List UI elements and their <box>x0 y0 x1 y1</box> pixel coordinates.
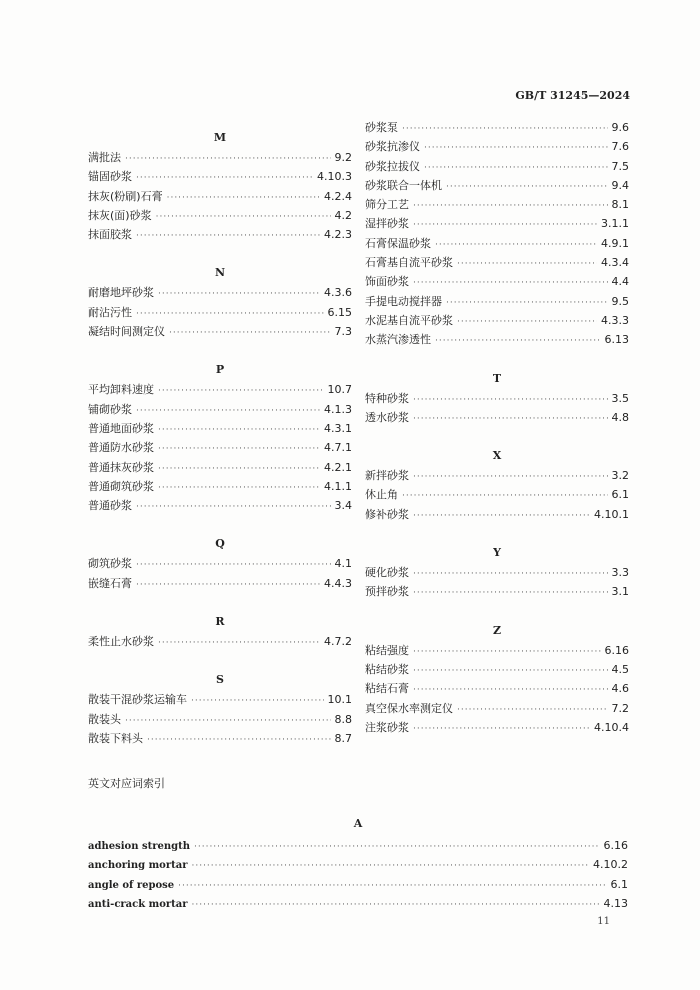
index-term: 新拌砂浆 <box>365 469 409 483</box>
index-entry <box>88 400 352 419</box>
clause-number: 4.3.3 <box>601 313 629 327</box>
dot-leader <box>125 150 331 169</box>
index-term: 注浆砂浆 <box>365 720 409 734</box>
dot-leader <box>413 391 608 410</box>
section-letter: N <box>214 266 226 280</box>
dot-leader <box>457 701 608 720</box>
index-term: 筛分工艺 <box>365 198 409 212</box>
index-entry <box>365 505 629 524</box>
clause-number: 9.2 <box>334 151 352 164</box>
index-entry <box>365 641 629 660</box>
section-letter: Q <box>215 537 225 551</box>
page-number: 11 <box>597 916 610 927</box>
clause-number: 10.7 <box>327 383 352 397</box>
clause-number: 4.8 <box>611 410 629 424</box>
clause-number: 4.9.1 <box>601 236 629 250</box>
section-letter: M <box>213 131 227 144</box>
index-entry <box>365 137 629 156</box>
clause-number: 6.16 <box>603 839 628 852</box>
dot-leader <box>194 838 600 857</box>
clause-number: 6.13 <box>604 333 629 347</box>
index-term: 抹灰(面)砂浆 <box>88 208 152 222</box>
index-term: 砂浆联合一体机 <box>365 178 442 192</box>
dot-leader <box>158 440 320 459</box>
index-entry <box>88 167 352 186</box>
index-term: 修补砂浆 <box>365 507 409 521</box>
index-term: 砌筑砂浆 <box>88 557 132 571</box>
index-term: 手提电动搅拌器 <box>365 294 442 308</box>
index-entry <box>365 660 629 679</box>
dot-leader <box>158 479 320 498</box>
dot-leader <box>191 857 589 876</box>
dot-leader <box>413 565 608 584</box>
index-term: anti-crack mortar <box>88 898 188 910</box>
index-term: 散装下料头 <box>88 731 143 745</box>
index-term: 散装头 <box>88 712 121 726</box>
index-entry <box>365 563 629 582</box>
index-entry <box>365 253 629 272</box>
index-term: 石膏基自流平砂浆 <box>365 256 453 270</box>
index-term: 抹灰(粉刷)石膏 <box>88 189 163 203</box>
clause-number: 7.2 <box>611 701 629 715</box>
index-term: 铺砌砂浆 <box>88 402 132 416</box>
index-entry <box>88 894 628 913</box>
left-index-column <box>88 128 352 748</box>
index-term: 耐磨地坪砂浆 <box>88 286 154 300</box>
clause-number: 9.6 <box>611 121 629 134</box>
dot-leader <box>136 402 320 421</box>
dot-leader <box>413 720 590 739</box>
section-gap <box>88 515 352 534</box>
dot-leader <box>158 285 320 304</box>
clause-number: 4.3.1 <box>324 421 352 435</box>
section-letter: Y <box>493 546 501 560</box>
dot-leader <box>158 460 320 479</box>
dot-leader <box>156 208 331 227</box>
index-entry <box>365 699 629 718</box>
index-entry <box>88 419 352 438</box>
section-letter: X <box>492 449 502 463</box>
index-term: 水蒸汽渗透性 <box>365 333 431 347</box>
dot-leader <box>413 216 597 235</box>
dot-leader <box>136 498 331 517</box>
index-entry <box>365 157 629 176</box>
index-entry <box>88 303 352 322</box>
dot-leader <box>402 487 608 506</box>
section-gap <box>365 524 629 543</box>
clause-number: 3.5 <box>611 391 629 405</box>
section-letter: Z <box>492 623 502 637</box>
index-entry <box>88 148 352 167</box>
standard-code: GB/T 31245—2024 <box>515 89 630 102</box>
index-term: 休止角 <box>365 488 398 502</box>
index-entry <box>88 477 352 496</box>
index-term: 普通抹灰砂浆 <box>88 460 154 474</box>
clause-number: 4.1.1 <box>324 479 352 493</box>
clause-number: 4.1.3 <box>324 402 352 416</box>
section-gap <box>365 602 629 621</box>
clause-number: 4.13 <box>603 896 628 910</box>
dot-leader <box>402 120 608 139</box>
dot-leader <box>158 382 324 401</box>
index-term: 满批法 <box>88 151 121 164</box>
dot-leader <box>424 159 608 178</box>
index-entry <box>88 380 352 399</box>
clause-number: 4.10.4 <box>594 720 629 734</box>
section-letter: P <box>215 363 225 377</box>
index-entry <box>365 330 629 349</box>
index-entry <box>88 632 352 651</box>
dot-leader <box>435 332 601 351</box>
index-entry <box>88 458 352 477</box>
index-entry <box>88 729 352 748</box>
dot-leader <box>158 421 320 440</box>
index-term: 真空保水率测定仪 <box>365 701 453 715</box>
dot-leader <box>413 197 608 216</box>
clause-number: 4.2.4 <box>324 189 352 203</box>
index-entry <box>88 836 628 855</box>
index-entry <box>365 485 629 504</box>
index-entry <box>365 234 629 253</box>
clause-number: 6.1 <box>611 488 629 502</box>
clause-number: 4.2.1 <box>324 460 352 474</box>
clause-number: 4.3.6 <box>324 286 352 300</box>
dot-leader <box>413 507 590 526</box>
dot-leader <box>413 274 608 293</box>
index-term: 砂浆抗渗仪 <box>365 140 420 154</box>
dot-leader <box>167 189 320 208</box>
index-entry <box>365 466 629 485</box>
index-entry <box>88 574 352 593</box>
index-entry <box>365 292 629 311</box>
clause-number: 10.1 <box>327 693 352 707</box>
clause-number: 4.2.3 <box>324 228 352 242</box>
index-term: 普通砂浆 <box>88 499 132 513</box>
index-term: 耐沾污性 <box>88 305 132 319</box>
index-term: angle of repose <box>88 879 175 891</box>
index-entry <box>88 496 352 515</box>
dot-leader <box>136 556 331 575</box>
index-term: 饰面砂浆 <box>365 275 409 289</box>
index-term: anchoring mortar <box>88 860 188 872</box>
dot-leader <box>413 584 608 603</box>
index-term: 抹面胶浆 <box>88 228 132 242</box>
section-letter: R <box>215 615 225 629</box>
index-term: 湿拌砂浆 <box>365 217 409 231</box>
english-index <box>88 812 628 913</box>
index-entry <box>365 389 629 408</box>
index-entry <box>365 195 629 214</box>
section-gap <box>365 427 629 446</box>
index-entry <box>88 225 352 244</box>
section-gap <box>365 350 629 369</box>
index-entry <box>365 272 629 291</box>
index-entry <box>88 206 352 225</box>
clause-number: 4.2 <box>334 208 352 222</box>
dot-leader <box>136 227 320 246</box>
index-term: 透水砂浆 <box>365 410 409 424</box>
index-entry <box>88 322 352 341</box>
clause-number: 4.3.4 <box>601 256 629 270</box>
index-term: 平均卸料速度 <box>88 383 154 397</box>
dot-leader <box>192 896 600 915</box>
dot-leader <box>413 662 608 681</box>
clause-number: 9.5 <box>611 294 629 308</box>
section-letter: T <box>492 371 502 385</box>
clause-number: 4.1 <box>334 557 352 571</box>
clause-number: 4.4.3 <box>324 576 352 590</box>
index-term: 柔性止水砂浆 <box>88 635 154 649</box>
index-entry <box>365 176 629 195</box>
section-letter: A <box>353 817 363 830</box>
index-term: adhesion strength <box>88 841 190 852</box>
dot-leader <box>457 313 597 332</box>
dot-leader <box>457 255 597 274</box>
clause-number: 8.8 <box>334 712 352 726</box>
dot-leader <box>147 731 331 750</box>
index-term: 石膏保温砂浆 <box>365 236 431 250</box>
right-index-column <box>365 118 629 737</box>
index-term: 凝结时间测定仪 <box>88 325 165 339</box>
clause-number: 8.1 <box>611 198 629 212</box>
index-term: 特种砂浆 <box>365 391 409 405</box>
index-term: 硬化砂浆 <box>365 566 409 580</box>
clause-number: 6.16 <box>604 643 629 657</box>
index-entry <box>365 718 629 737</box>
clause-number: 3.3 <box>611 566 629 580</box>
clause-number: 4.5 <box>611 662 629 676</box>
index-term: 普通地面砂浆 <box>88 421 154 435</box>
section-gap <box>88 244 352 263</box>
index-term: 粘结石膏 <box>365 682 409 696</box>
dot-leader <box>413 468 608 487</box>
index-term: 散装干混砂浆运输车 <box>88 693 187 707</box>
clause-number: 7.5 <box>611 159 629 173</box>
clause-number: 7.6 <box>611 140 629 154</box>
section-gap <box>88 341 352 360</box>
index-entry <box>365 408 629 427</box>
index-entry <box>365 118 629 137</box>
section-gap <box>88 651 352 670</box>
index-term: 普通防水砂浆 <box>88 441 154 455</box>
dot-leader <box>158 634 320 653</box>
clause-number: 8.7 <box>334 731 352 745</box>
clause-number: 4.10.1 <box>594 507 629 521</box>
index-entry <box>88 554 352 573</box>
index-entry <box>365 679 629 698</box>
dot-leader <box>136 576 320 595</box>
dot-leader <box>125 712 331 731</box>
clause-number: 4.10.2 <box>593 858 628 872</box>
index-term: 砂浆拉拔仪 <box>365 159 420 173</box>
index-term: 普通砌筑砂浆 <box>88 479 154 493</box>
index-term: 嵌缝石膏 <box>88 576 132 590</box>
index-entry <box>88 187 352 206</box>
index-term: 砂浆泵 <box>365 121 398 134</box>
dot-leader <box>191 692 324 711</box>
index-term: 粘结强度 <box>365 643 409 657</box>
dot-leader <box>446 178 608 197</box>
index-entry <box>365 311 629 330</box>
section-letter: S <box>216 673 224 687</box>
index-entry <box>88 283 352 302</box>
clause-number: 4.7.1 <box>324 441 352 455</box>
index-entry <box>88 690 352 709</box>
clause-number: 4.10.3 <box>317 170 352 184</box>
clause-number: 9.4 <box>611 178 629 192</box>
dot-leader <box>435 236 597 255</box>
dot-leader <box>424 139 608 158</box>
clause-number: 3.2 <box>611 469 629 483</box>
clause-number: 3.1.1 <box>601 217 629 231</box>
clause-number: 6.15 <box>327 305 352 319</box>
section-gap <box>88 593 352 612</box>
index-entry <box>88 875 628 894</box>
index-entry <box>88 438 352 457</box>
english-index-title: 英文对应词索引 <box>88 777 165 790</box>
clause-number: 4.6 <box>611 682 629 696</box>
clause-number: 4.7.2 <box>324 635 352 649</box>
index-entry <box>365 582 629 601</box>
index-entry <box>88 710 352 729</box>
index-term: 水泥基自流平砂浆 <box>365 313 453 327</box>
clause-number: 7.3 <box>334 325 352 339</box>
clause-number: 3.1 <box>611 585 629 599</box>
clause-number: 3.4 <box>334 499 352 513</box>
index-term: 预拌砂浆 <box>365 585 409 599</box>
clause-number: 6.1 <box>610 877 628 891</box>
dot-leader <box>413 410 608 429</box>
index-term: 锚固砂浆 <box>88 170 132 184</box>
dot-leader <box>446 294 608 313</box>
index-entry <box>365 214 629 233</box>
dot-leader <box>169 324 331 343</box>
clause-number: 4.4 <box>611 275 629 289</box>
dot-leader <box>413 643 601 662</box>
index-entry <box>88 855 628 874</box>
index-term: 粘结砂浆 <box>365 662 409 676</box>
dot-leader <box>178 877 606 896</box>
